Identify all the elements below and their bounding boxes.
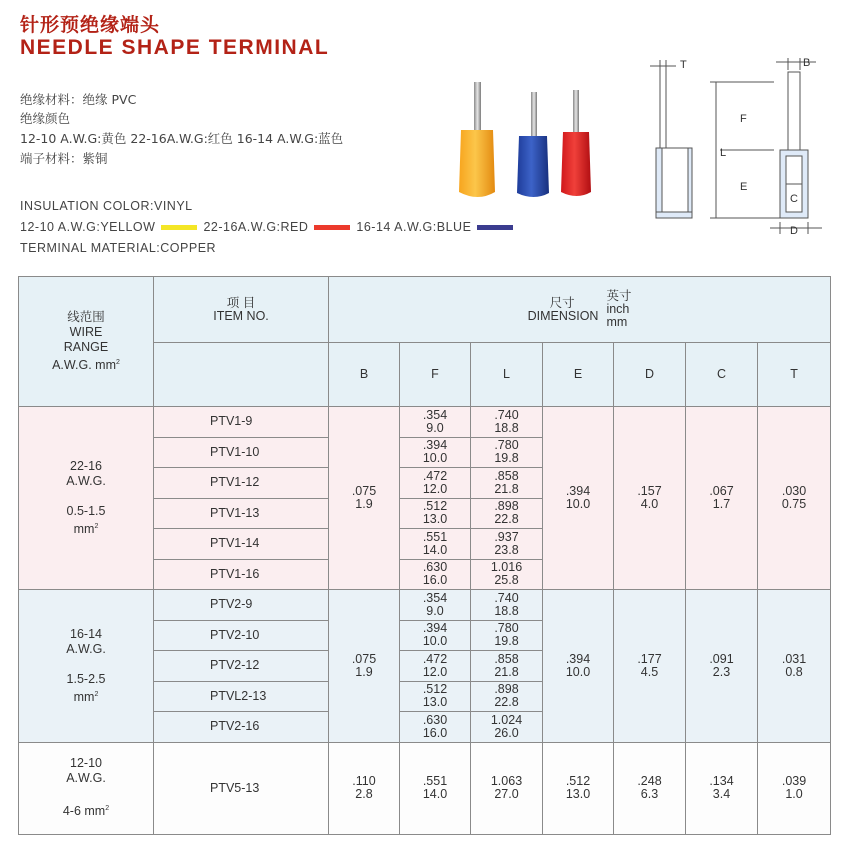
dim-f-inch: .551 [422, 774, 448, 788]
dim-f-inch: .551 [422, 529, 448, 544]
dim-l-mm: 25.8 [494, 573, 519, 588]
dim-b-inch: .110 [352, 774, 376, 788]
header-range-wire: WIRE [69, 324, 103, 339]
dim-l-inch: 1.016 [490, 560, 523, 575]
table-row [19, 407, 831, 438]
wire-range-line: $mm^2$ [73, 689, 99, 704]
item-number: PTV1-12 [154, 468, 329, 499]
dim-t-mm: 0.75 [781, 497, 807, 511]
dim-l [471, 559, 543, 590]
legend-yellow-label: 12-10 A.W.G:YELLOW [20, 220, 156, 234]
dim-l [471, 590, 543, 621]
spec-en-terminal-text: TERMINAL MATERIAL:COPPER [20, 241, 217, 255]
wire-range-line: 16-14 [70, 626, 102, 641]
dim-f-inch: .354 [422, 407, 448, 422]
item-number: PTV1-13 [154, 498, 329, 529]
dim-c-mm: 3.4 [712, 787, 731, 801]
item-number: PTV2-9 [154, 590, 329, 621]
dim-l-mm: 23.8 [494, 542, 519, 557]
dim-e-mm: 10.0 [565, 497, 591, 511]
dim-d-inch: .248 [637, 774, 662, 788]
item-number: PTV2-12 [154, 651, 329, 682]
dim-f-inch: .512 [422, 499, 448, 514]
wire-range-line [19, 786, 153, 801]
dim-f-mm: 10.0 [422, 634, 448, 649]
dim-d-mm: 6.3 [640, 787, 659, 801]
item-number: PTV1-9 [154, 407, 329, 438]
dimension-drawing [640, 52, 845, 237]
table-row [19, 590, 831, 621]
dim-f [400, 468, 471, 499]
wire-range-line [19, 489, 153, 504]
dim-b [329, 590, 400, 743]
dim-f-mm: 9.0 [426, 420, 444, 435]
dim-t-inch: .031 [781, 651, 807, 666]
header-unit-mm: mm [606, 315, 628, 329]
dim-f-mm: 14.0 [422, 542, 448, 557]
dim-l-mm: 18.8 [494, 420, 519, 435]
dim-l-mm: 19.8 [494, 634, 519, 649]
dim-f-inch: .512 [422, 682, 448, 697]
dim-f-mm: 12.0 [422, 664, 448, 679]
legend-yellow-swatch [161, 225, 197, 230]
column-header-d: D [614, 343, 686, 407]
dim-f-inch: .472 [422, 468, 448, 483]
dim-c [686, 590, 758, 743]
dim-c [686, 742, 758, 834]
dim-label-c: C [790, 193, 798, 205]
legend-blue-swatch [477, 225, 513, 230]
item-number: PTV1-10 [154, 437, 329, 468]
dim-t-inch: .030 [781, 484, 807, 498]
dim-l-mm: 27.0 [494, 787, 519, 801]
dim-f-mm: 16.0 [422, 573, 448, 588]
dim-e-inch: .512 [565, 774, 591, 788]
blue-terminal [517, 92, 549, 197]
dim-l-inch: .858 [494, 468, 519, 483]
header-item-blank [154, 343, 329, 407]
dim-t-mm: 1.0 [785, 787, 803, 801]
dim-c-inch: .067 [709, 484, 734, 498]
dim-f-mm: 9.0 [426, 603, 444, 618]
dim-d [614, 407, 686, 590]
dim-l-inch: 1.063 [490, 774, 523, 788]
dim-f-mm: 12.0 [422, 481, 448, 496]
dim-label-e: E [740, 181, 748, 193]
dim-l [471, 651, 543, 682]
dimension-table [18, 276, 831, 835]
dim-b-mm: 1.9 [355, 497, 373, 511]
header-range-awg: A.W.G. $mm^2$ [52, 358, 120, 373]
dim-f [400, 681, 471, 712]
column-header-t: T [758, 343, 831, 407]
dim-l-inch: .898 [494, 499, 519, 514]
dim-l-mm: 26.0 [494, 725, 519, 740]
dim-f [400, 498, 471, 529]
header-unit-inch: inch [606, 302, 630, 316]
dim-f-inch: .630 [422, 712, 448, 727]
dim-c-inch: .091 [709, 651, 734, 666]
dim-l-mm: 22.8 [494, 695, 519, 710]
dim-t [758, 590, 831, 743]
column-header-l: L [471, 343, 543, 407]
dim-l-inch: .898 [494, 682, 519, 697]
dim-l [471, 712, 543, 743]
dim-label-b: B [803, 57, 811, 69]
dim-l [471, 620, 543, 651]
spec-cn-insulation-color: 绝缘颜色 [20, 111, 71, 126]
dim-f [400, 712, 471, 743]
wire-range-line: A.W.G. [66, 641, 106, 656]
header-dim-cn: 尺寸 [549, 295, 575, 310]
spec-cn-terminal-material: 端子材料：紫铜 [20, 151, 108, 166]
wire-range-line: 4-6 $mm^2$ [62, 804, 110, 819]
dim-b-inch: .075 [351, 484, 377, 498]
dim-d [614, 590, 686, 743]
dim-f [400, 620, 471, 651]
page-title-cn: 针形预绝缘端头 [20, 14, 161, 36]
dim-d-mm: 4.5 [640, 664, 659, 679]
dim-l [471, 742, 543, 834]
item-number: PTV2-16 [154, 712, 329, 743]
dim-c-inch: .134 [709, 774, 734, 788]
product-photo [445, 70, 630, 210]
dim-f-inch: .354 [422, 590, 448, 605]
wire-range-line: 1.5-2.5 [66, 671, 106, 686]
dim-l [471, 468, 543, 499]
dim-f-inch: .630 [422, 560, 448, 575]
wire-range-line: 0.5-1.5 [66, 503, 106, 518]
dim-f-inch: .394 [422, 438, 448, 453]
dim-f-mm: 13.0 [422, 695, 448, 710]
wire-range-line: A.W.G. [66, 473, 106, 488]
dim-c-mm: 2.3 [712, 664, 731, 679]
wire-range-line: $mm^2$ [73, 522, 99, 537]
legend-blue-label: 16-14 A.W.G:BLUE [356, 220, 472, 234]
dim-l-inch: 1.024 [490, 712, 523, 727]
header-range-awg-text: A.W.G. mm [52, 358, 116, 373]
header-unit-cn: 英寸 [606, 289, 632, 303]
wire-range-cell [19, 407, 154, 590]
dim-l-inch: .740 [494, 407, 519, 422]
wire-range-cell [19, 590, 154, 743]
item-number: PTV2-10 [154, 620, 329, 651]
item-number: PTV1-14 [154, 529, 329, 560]
dim-b-inch: .075 [351, 651, 377, 666]
dim-f [400, 590, 471, 621]
header-dim-en: DIMENSION [527, 308, 599, 323]
spec-cn-color-ranges: 12-10 A.W.G:黄色 22-16A.W.G:红色 16-14 A.W.G:蓝色 [20, 131, 344, 146]
spec-en-color-legend [20, 220, 519, 234]
yellow-terminal [459, 82, 495, 197]
dim-label-d: D [790, 225, 798, 237]
dim-l-mm: 19.8 [494, 451, 519, 466]
header-item-en: ITEM NO. [213, 308, 269, 323]
column-header-e: E [543, 343, 614, 407]
item-number: PTV5-13 [154, 742, 329, 834]
dim-l [471, 529, 543, 560]
dim-d-mm: 4.0 [640, 497, 659, 511]
header-range-cn: 线范围 [67, 309, 105, 324]
wire-range-line [19, 657, 153, 672]
dim-t [758, 407, 831, 590]
dim-f [400, 407, 471, 438]
wire-range-line: 22-16 [70, 458, 102, 473]
dim-t-inch: .039 [781, 774, 807, 788]
wire-range-line: 12-10 [70, 756, 102, 771]
dim-f [400, 742, 471, 834]
dim-b-mm: 2.8 [355, 787, 373, 801]
dim-f [400, 529, 471, 560]
dim-l [471, 681, 543, 712]
dim-label-l: L [720, 147, 727, 159]
spec-en-insulation [20, 199, 193, 213]
dim-f-mm: 16.0 [422, 725, 448, 740]
spec-en-terminal [20, 241, 216, 255]
column-header-f: F [400, 343, 471, 407]
dim-label-t: T [680, 59, 687, 71]
dim-e [543, 590, 614, 743]
dim-e-mm: 10.0 [565, 664, 591, 679]
dim-e-inch: .394 [565, 484, 591, 498]
red-terminal [561, 90, 591, 196]
dim-b-mm: 1.9 [355, 664, 373, 679]
spec-cn-insulation-material: 绝缘材料：绝缘 PVC [20, 92, 137, 107]
dim-l-inch: .858 [494, 651, 519, 666]
table-row [19, 742, 831, 834]
table-header-row-top [19, 277, 831, 343]
dim-b [329, 407, 400, 590]
dim-e-inch: .394 [565, 651, 591, 666]
dim-t [758, 742, 831, 834]
dim-l [471, 498, 543, 529]
dim-d [614, 742, 686, 834]
dim-l-mm: 21.8 [494, 664, 519, 679]
header-item-cn: 项 目 [226, 295, 256, 310]
header-range-range: RANGE [63, 339, 109, 354]
dim-e-mm: 13.0 [565, 787, 591, 801]
header-wire-range [19, 277, 154, 407]
dim-f-mm: 13.0 [422, 512, 448, 527]
dim-l-mm: 22.8 [494, 512, 519, 527]
dim-l-inch: .937 [494, 529, 519, 544]
dim-l-mm: 18.8 [494, 603, 519, 618]
dim-c-mm: 1.7 [712, 497, 731, 511]
wire-range-line: A.W.G. [66, 771, 106, 786]
dim-l-inch: .780 [494, 438, 519, 453]
dim-f [400, 651, 471, 682]
dim-l-inch: .740 [494, 590, 519, 605]
dim-f-inch: .472 [422, 651, 448, 666]
item-number: PTV1-16 [154, 559, 329, 590]
header-dimension [329, 277, 831, 343]
dim-l [471, 407, 543, 438]
dim-l-inch: .780 [494, 621, 519, 636]
dim-e [543, 742, 614, 834]
header-item [154, 277, 329, 343]
dim-d-inch: .157 [637, 484, 662, 498]
dim-b [329, 742, 400, 834]
spec-en-insulation-text: INSULATION COLOR:VINYL [20, 199, 193, 213]
dim-f-inch: .394 [422, 621, 448, 636]
page-title-en: NEEDLE SHAPE TERMINAL [20, 36, 330, 59]
dim-f [400, 559, 471, 590]
column-header-c: C [686, 343, 758, 407]
dim-f-mm: 10.0 [422, 451, 448, 466]
dim-t-mm: 0.8 [785, 664, 803, 679]
legend-red-label: 22-16A.W.G:RED [203, 220, 309, 234]
dim-l-mm: 21.8 [494, 481, 519, 496]
dim-c [686, 407, 758, 590]
dim-e [543, 407, 614, 590]
legend-red-swatch [314, 225, 350, 230]
dim-l [471, 437, 543, 468]
item-number: PTVL2-13 [154, 681, 329, 712]
wire-range-cell [19, 742, 154, 834]
dim-f [400, 437, 471, 468]
column-header-b: B [329, 343, 400, 407]
dim-f-mm: 14.0 [422, 787, 448, 801]
dim-label-f: F [740, 113, 747, 125]
dim-d-inch: .177 [637, 651, 662, 666]
